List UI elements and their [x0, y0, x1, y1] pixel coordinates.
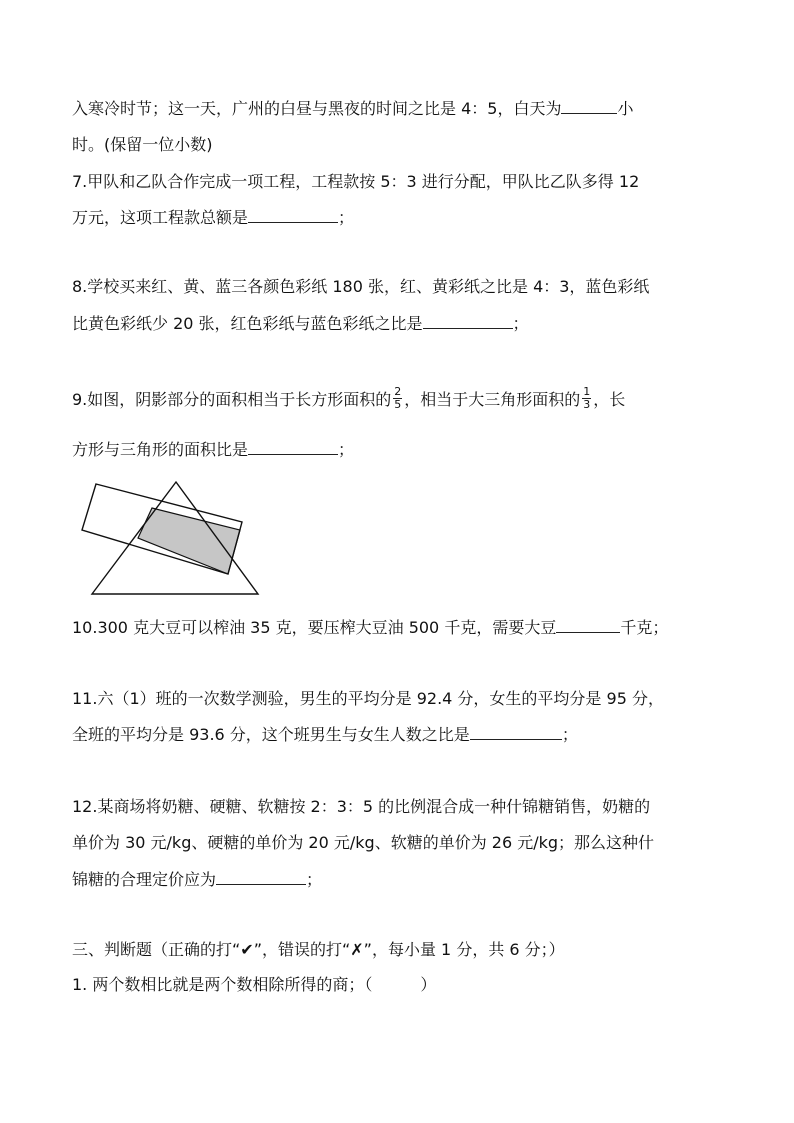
- fraction-two-fifths: [393, 386, 402, 411]
- question-11-line-2: [72, 725, 578, 745]
- question-12-line-2: [72, 833, 654, 853]
- question-11-line-1: [72, 689, 664, 709]
- question-12-line-3: [72, 870, 322, 890]
- line-text: 比黄色彩纸少 20 张，红色彩纸与蓝色彩纸之比是: [72, 314, 423, 333]
- line-text: 1. 两个数相比就是两个数相除所得的商；（ ）: [72, 975, 437, 994]
- question-7-line-2: [72, 208, 354, 228]
- line-text: ；: [338, 440, 355, 459]
- line-text: 7.甲队和乙队合作完成一项工程，工程款按 5：3 进行分配，甲队比乙队多得 12: [72, 172, 640, 191]
- question-9-line-2: [72, 440, 354, 460]
- line-text: ，长: [593, 390, 626, 409]
- fraction-denominator: 3: [583, 398, 591, 411]
- line-text: ；: [306, 870, 323, 889]
- line-text: 锦糖的合理定价应为: [72, 870, 217, 889]
- section-title: 三、判断题（正确的打“✔”，错误的打“✗”，每小量 1 分，共 6 分；）: [72, 940, 565, 959]
- line-text: 小: [617, 99, 634, 118]
- question-12-line-1: [72, 797, 650, 817]
- line-text: 12.某商场将奶糖、硬糖、软糖按 2：3：5 的比例混合成一种什锦糖销售，奶糖的: [72, 797, 651, 816]
- question-8-line-1: [72, 277, 649, 297]
- question-7-line-1: [72, 172, 639, 192]
- fraction-numerator: 2: [394, 385, 402, 398]
- fraction-one-third: [582, 386, 591, 411]
- line-text: ；: [512, 314, 529, 333]
- question-8-line-2: [72, 314, 529, 334]
- question-9-line-1: [72, 385, 626, 413]
- question-10-line: [72, 618, 668, 638]
- line-text: 时。(保留一位小数): [72, 135, 213, 154]
- line-text: ；: [338, 208, 355, 227]
- line-text: 8.学校买来红、黄、蓝三各颜色彩纸 180 张，红、黄彩纸之比是 4：3，蓝色彩纸: [72, 277, 650, 296]
- fraction-denominator: 5: [394, 398, 402, 411]
- line-text: 全班的平均分是 93.6 分，这个班男生与女生人数之比是: [72, 725, 470, 744]
- line-text: 9.如图，阴影部分的面积相当于长方形面积的: [72, 390, 392, 409]
- fraction-numerator: 1: [583, 385, 591, 398]
- line-text: ；: [561, 725, 578, 744]
- text-line: [72, 135, 213, 155]
- line-text: 万元，这项工程款总额是: [72, 208, 249, 227]
- line-text: 入寒冷时节；这一天，广州的白昼与黑夜的时间之比是 4：5，白天为: [72, 99, 562, 118]
- answer-blank[interactable]: [216, 870, 306, 885]
- line-text: 11.六（1）班的一次数学测验，男生的平均分是 92.4 分，女生的平均分是 95 分，: [72, 689, 664, 708]
- line-text: ，相当于大三角形面积的: [404, 390, 581, 409]
- line-text: 方形与三角形的面积比是: [72, 440, 249, 459]
- answer-blank[interactable]: [561, 99, 617, 114]
- section-3-heading: [72, 940, 565, 960]
- answer-blank[interactable]: [248, 440, 338, 455]
- text-line: [72, 99, 633, 119]
- answer-blank[interactable]: [556, 618, 620, 633]
- line-text: 10.300 克大豆可以榨油 35 克，要压榨大豆油 500 千克，需要大豆: [72, 618, 557, 637]
- answer-blank[interactable]: [423, 314, 513, 329]
- answer-blank[interactable]: [248, 208, 338, 223]
- line-text: 千克；: [620, 618, 669, 637]
- line-text: 单价为 30 元/kg、硬糖的单价为 20 元/kg、软糖的单价为 26 元/kg；那么这种什: [72, 833, 655, 852]
- rectangle-triangle-figure: [80, 478, 260, 598]
- answer-blank[interactable]: [470, 725, 562, 740]
- judgement-question-1: [72, 975, 436, 995]
